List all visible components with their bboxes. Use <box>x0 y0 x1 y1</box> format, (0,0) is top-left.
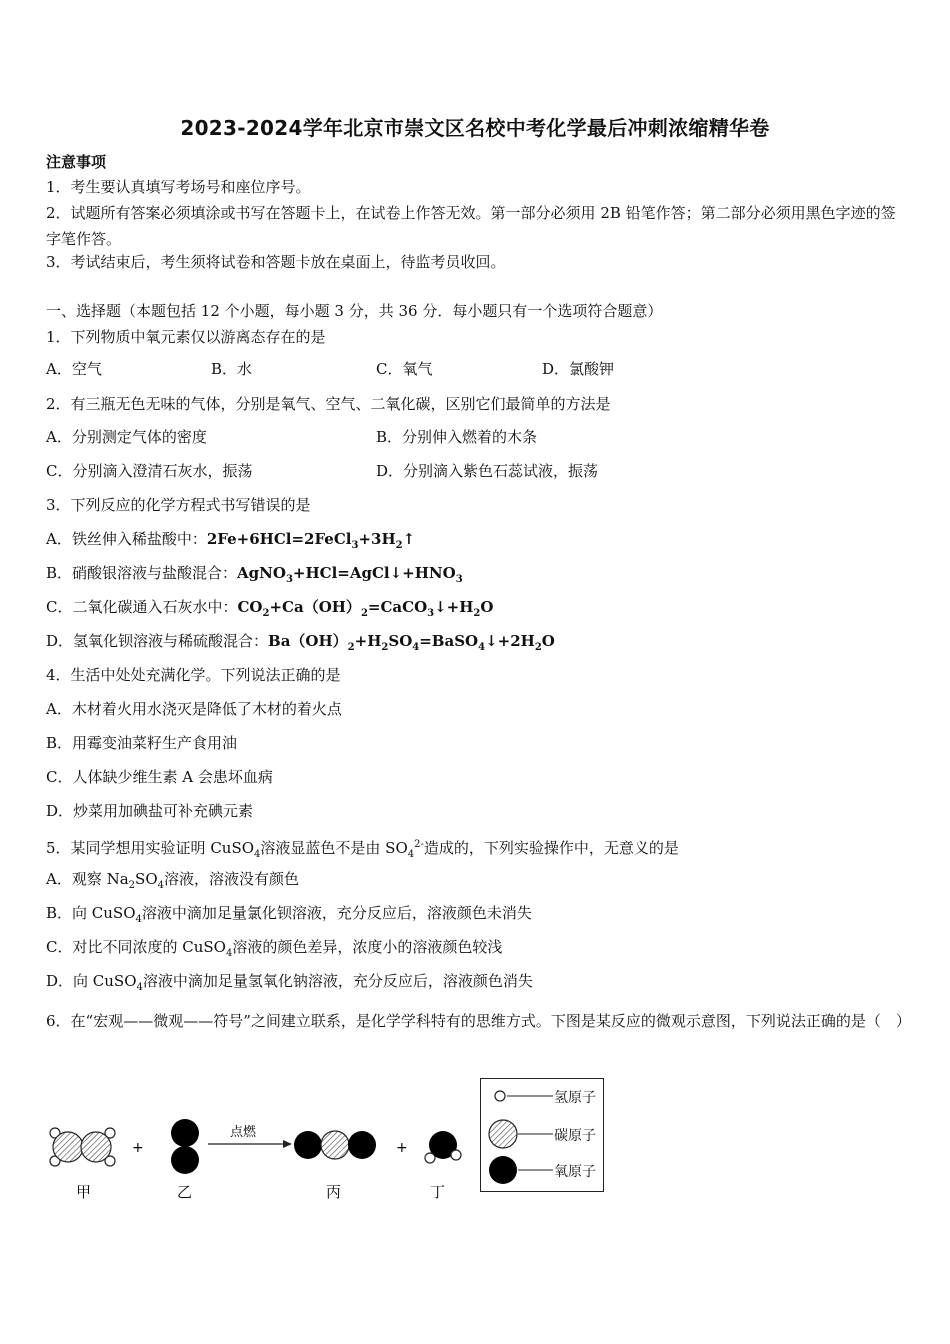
q2-option-c: C．分别滴入澄清石灰水，振荡 <box>46 462 253 480</box>
q3-option-b-text: B．硝酸银溶液与盐酸混合： <box>46 564 238 582</box>
q4-option-b: B．用霉变油菜籽生产食用油 <box>46 734 238 752</box>
q2-option-d: D．分别滴入紫色石蕊试液，振荡 <box>376 462 599 480</box>
carbon-atom <box>53 1132 83 1162</box>
plus-sign: + <box>396 1140 408 1156</box>
q5-option-b: B．向 CuSO$_4$溶液中滴加足量氯化钡溶液，充分反应后，溶液颜色未消失 <box>46 904 532 925</box>
label-bing: 丙 <box>326 1183 342 1201</box>
q5-option-a-pre: A．观察 Na <box>46 870 129 888</box>
section-heading: 一、选择题（本题包括 12 个小题，每小题 3 分，共 36 分．每小题只有一个选项符合题意） <box>46 302 663 320</box>
q3-option-d-text: D．氢氧化钡溶液与稀硫酸混合： <box>46 632 269 650</box>
notice-item-3: 3．考试结束后，考生须将试卷和答题卡放在桌面上，待监考员收回。 <box>46 253 506 271</box>
q3-option-a <box>46 529 415 556</box>
legend-hydrogen-label: 氢原子 <box>554 1090 596 1106</box>
arrow-label: 点燃 <box>230 1125 257 1140</box>
oxygen-atom <box>348 1131 376 1159</box>
q5-option-a-post: 溶液，溶液没有颜色 <box>164 870 300 888</box>
q3-option-a-text: A．铁丝伸入稀盐酸中： <box>46 530 207 548</box>
molecule-jia <box>50 1128 115 1166</box>
q1-option-a: A．空气 <box>46 360 102 378</box>
carbon-atom <box>321 1131 349 1159</box>
q3-option-c-equation: $CO_2+Ca(OH)_2=CaCO_3↓+H_2O$ <box>237 598 494 619</box>
q2-stem: 2．有三瓶无色无味的气体，分别是氧气、空气、二氧化碳，区别它们最简单的方法是 <box>46 395 611 413</box>
label-yi: 乙 <box>177 1183 193 1201</box>
q5-option-c: C．对比不同浓度的 CuSO$_4$溶液的颜色差异，浓度小的溶液颜色较浅 <box>46 938 503 959</box>
reaction-arrow-head <box>283 1140 292 1148</box>
carbon-atom <box>81 1132 111 1162</box>
q5-stem-mid: 溶液显蓝色不是由 SO <box>260 839 408 857</box>
oxygen-atom <box>294 1131 322 1159</box>
q5-option-d-pre: D．向 CuSO <box>46 972 137 990</box>
q3-option-b <box>46 563 463 590</box>
q5-stem: 5．某同学想用实验证明 CuSO$_4$溶液显蓝色不是由 $SO_4^{2-}$造成的，下列实验操作中，无意义的是 <box>46 839 679 860</box>
q3-option-d-equation: $Ba(OH)_2+H_2SO_4=BaSO_4↓+2H_2O$ <box>268 632 555 653</box>
q4-option-d: D．炒菜用加碘盐可补充碘元素 <box>46 802 254 820</box>
q3-option-c-text: C．二氧化碳通入石灰水中： <box>46 598 238 616</box>
q1-option-d: D．氯酸钾 <box>542 360 615 378</box>
q5-option-b-pre: B．向 CuSO <box>46 904 136 922</box>
q1-option-c: C．氧气 <box>376 360 433 378</box>
notice-item-1: 1．考生要认真填写考场号和座位序号。 <box>46 178 311 196</box>
oxygen-atom <box>171 1119 199 1147</box>
q2-option-b: B．分别伸入燃着的木条 <box>376 428 538 446</box>
q5-option-d-post: 溶液中滴加足量氢氧化钠溶液，充分反应后，溶液颜色消失 <box>142 972 533 990</box>
q3-option-b-equation: $AgNO_3+HCl=AgCl↓+HNO_3$ <box>237 564 463 585</box>
legend-carbon-icon <box>489 1120 517 1148</box>
q4-option-c: C．人体缺少维生素 A 会患坏血病 <box>46 768 273 786</box>
q5-stem-post: 造成的，下列实验操作中，无意义的是 <box>423 839 679 857</box>
q5-option-c-pre: C．对比不同浓度的 CuSO <box>46 938 226 956</box>
legend-hydrogen-icon <box>495 1091 505 1101</box>
q1-option-b: B．水 <box>211 360 253 378</box>
atom-legend <box>480 1078 604 1192</box>
q5-stem-pre: 5．某同学想用实验证明 CuSO <box>46 839 255 857</box>
label-ding: 丁 <box>430 1183 446 1201</box>
molecule-yi <box>171 1119 199 1174</box>
page-title: 2023-2024学年北京市崇文区名校中考化学最后冲刺浓缩精华卷 <box>180 116 770 140</box>
molecule-ding <box>425 1131 461 1163</box>
molecule-bing <box>294 1131 376 1159</box>
q5-option-a: A．观察 $Na_2SO_4$溶液，溶液没有颜色 <box>46 870 300 891</box>
q3-option-a-equation: $2Fe+6HCl=2FeCl_3+3H_2↑$ <box>206 530 416 551</box>
q4-option-a: A．木材着火用水浇灭是降低了木材的着火点 <box>46 700 342 718</box>
q3-option-c <box>46 597 493 624</box>
legend-oxygen-label: 氧原子 <box>554 1164 596 1180</box>
notice-item-2: 2．试题所有答案必须填涂或书写在答题卡上，在试卷上作答无效。第一部分必须用 2B 铅笔作答；第二部分必须用黑色字迹的签字笔作答。 <box>46 204 896 248</box>
q2-option-a: A．分别测定气体的密度 <box>46 428 207 446</box>
legend-oxygen-icon <box>489 1156 517 1184</box>
hydrogen-atom <box>425 1153 435 1163</box>
q3-stem: 3．下列反应的化学方程式书写错误的是 <box>46 496 311 514</box>
q5-option-b-post: 溶液中滴加足量氯化钡溶液，充分反应后，溶液颜色未消失 <box>141 904 532 922</box>
q6-stem: 6．在“宏观——微观——符号”之间建立联系，是化学学科特有的思维方式。下图是某反应的微观示意图，下列说法正确的是（ ） <box>46 1012 911 1030</box>
notice-heading: 注意事项 <box>46 153 107 171</box>
q1-stem: 1．下列物质中氧元素仅以游离态存在的是 <box>46 328 326 346</box>
oxygen-atom <box>171 1146 199 1174</box>
hydrogen-atom <box>451 1150 461 1160</box>
q4-stem: 4．生活中处处充满化学。下列说法正确的是 <box>46 666 341 684</box>
q5-option-c-post: 溶液的颜色差异，浓度小的溶液颜色较浅 <box>232 938 503 956</box>
label-jia: 甲 <box>76 1183 92 1201</box>
q5-option-d: D．向 CuSO$_4$溶液中滴加足量氢氧化钠溶液，充分反应后，溶液颜色消失 <box>46 972 533 993</box>
q3-option-d <box>46 631 555 658</box>
legend-carbon-label: 碳原子 <box>554 1128 596 1144</box>
plus-sign: + <box>132 1140 144 1156</box>
